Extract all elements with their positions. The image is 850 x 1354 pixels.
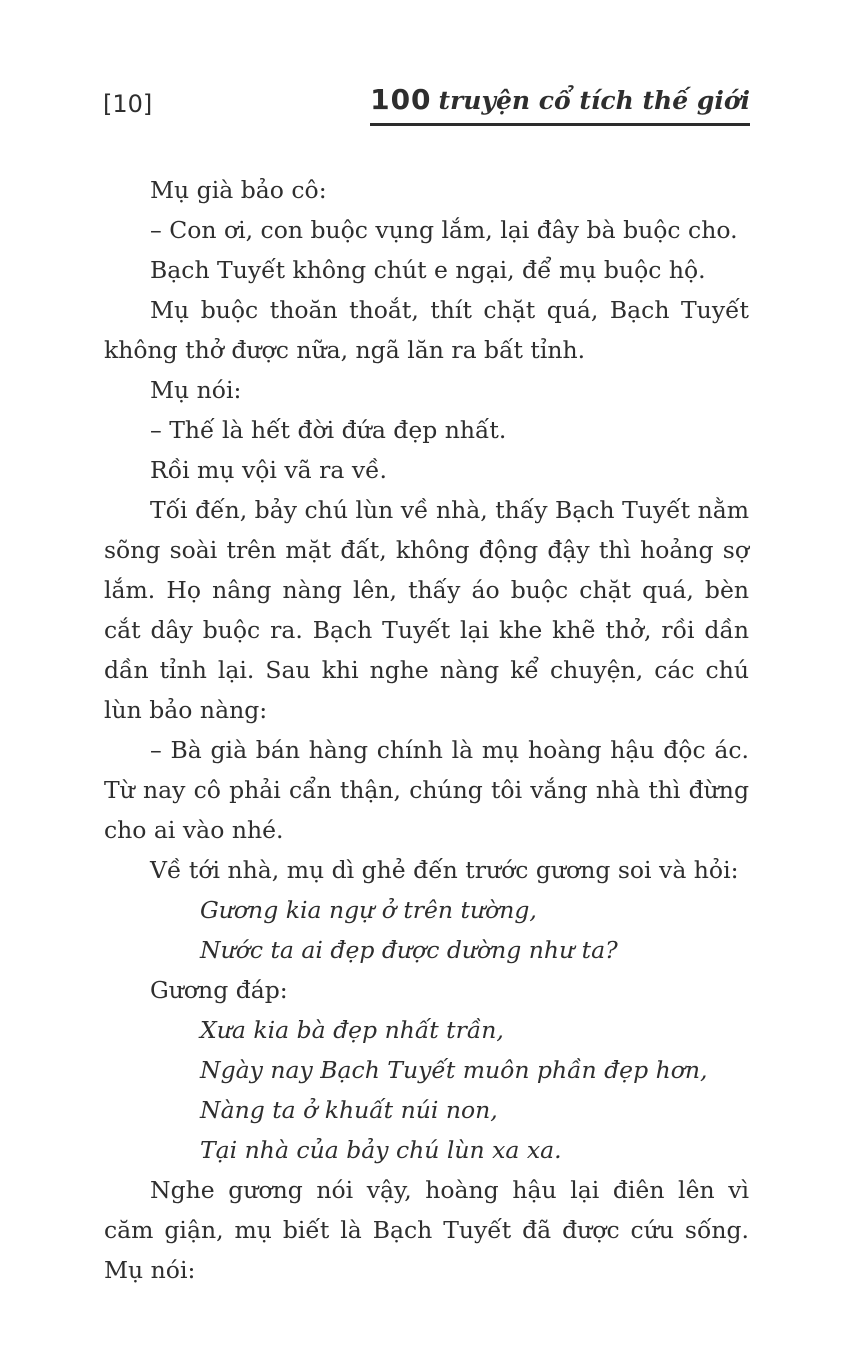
poem-line: Ngày nay Bạch Tuyết muôn phần đẹp hơn,: [200, 1056, 708, 1084]
book-title-number: 100: [370, 83, 432, 116]
page-number: [10]: [103, 90, 153, 118]
paragraph: Mụ buộc thoăn thoắt, thít chặt quá, Bạch Tuyết không thở được nữa, ngã lăn ra bất tỉnh.: [104, 296, 749, 364]
poem-line: Nàng ta ở khuất núi non,: [200, 1096, 498, 1124]
book-title-text: truyện cổ tích thế giới: [438, 86, 750, 115]
poem-line: Tại nhà của bảy chú lùn xa xa.: [200, 1136, 562, 1164]
paragraph: Mụ nói:: [150, 376, 242, 404]
paragraph: – Bà già bán hàng chính là mụ hoàng hậu độc ác. Từ nay cô phải cẩn thận, chúng tôi vắng nhà thì đừng cho ai vào nhé.: [104, 736, 749, 844]
page-header: [103, 83, 750, 126]
poem-line: Gương kia ngự ở trên tường,: [200, 896, 537, 924]
paragraph: Tối đến, bảy chú lùn về nhà, thấy Bạch Tuyết nằm sõng soài trên mặt đất, không động đậy thì hoảng sợ lắm. Họ nâng nàng lên, thấy áo buộc chặt quá, bèn cắt dây buộc ra. Bạch Tuyết lại khe khẽ thở, rồi dần dần tỉnh lại. Sau khi nghe nàng kể chuyện, các chú lùn bảo nàng:: [104, 496, 749, 724]
paragraph: Mụ già bảo cô:: [150, 176, 327, 204]
paragraph: Gương đáp:: [150, 976, 288, 1004]
paragraph: – Con ơi, con buộc vụng lắm, lại đây bà buộc cho.: [150, 216, 738, 244]
paragraph: Về tới nhà, mụ dì ghẻ đến trước gương soi và hỏi:: [150, 856, 739, 884]
poem-line: Nước ta ai đẹp được dường như ta?: [200, 936, 618, 964]
paragraph: Rồi mụ vội vã ra về.: [150, 456, 388, 484]
paragraph: – Thế là hết đời đứa đẹp nhất.: [150, 416, 507, 444]
poem-line: Xưa kia bà đẹp nhất trần,: [200, 1016, 504, 1044]
paragraph: Bạch Tuyết không chút e ngại, để mụ buộc hộ.: [150, 256, 706, 284]
book-title: [370, 83, 750, 126]
paragraph: Nghe gương nói vậy, hoàng hậu lại điên lên vì căm giận, mụ biết là Bạch Tuyết đã được cứu sống. Mụ nói:: [104, 1176, 749, 1284]
story-text: [104, 170, 749, 1290]
